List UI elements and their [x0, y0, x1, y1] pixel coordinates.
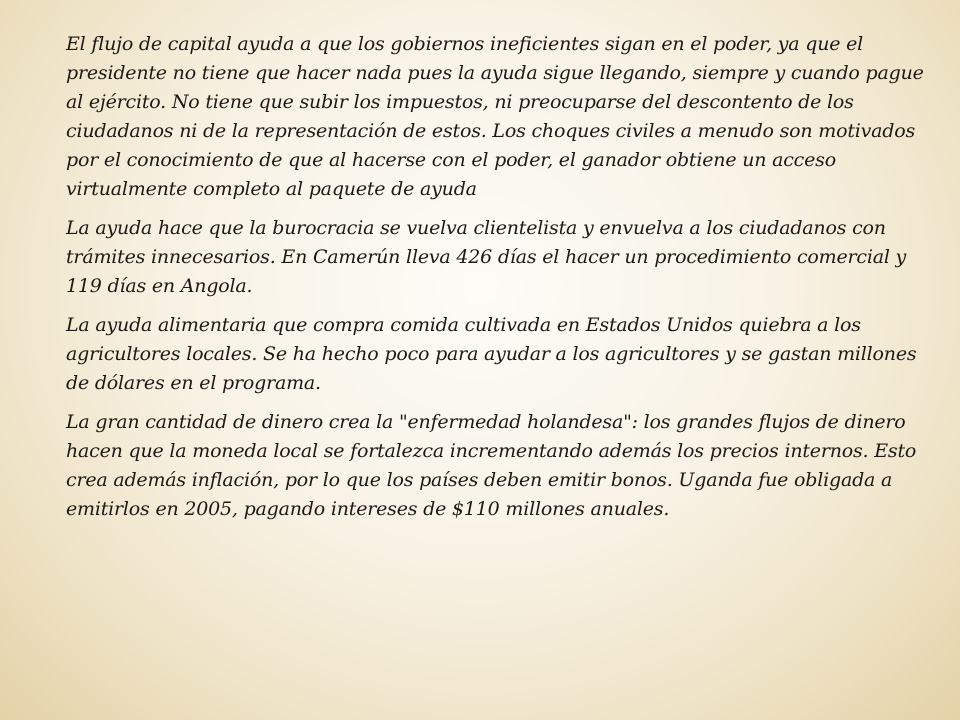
slide-text-block: [66, 30, 926, 534]
paragraph-food-aid: La ayuda alimentaria que compra comida cultivada en Estados Unidos quiebra a los agricultores locales. Se ha hecho poco para ayudar a los agricultores y se gastan millones de dólares en el programa.: [66, 314, 917, 394]
paragraph-dutch-disease: La gran cantidad de dinero crea la "enfermedad holandesa": los grandes flujos de dinero hacen que la moneda local se fortalezca incrementando además los precios internos. Esto crea además inflación, por lo que los países deben emitir bonos. Uganda fue obligada a emitirlos en 2005, pagando intereses de $110 millones anuales.: [66, 411, 917, 520]
paragraph-bureaucracy: La ayuda hace que la burocracia se vuelva clientelista y envuelva a los ciudadanos con trámites innecesarios. En Camerún lleva 426 días el hacer un procedimiento comercial y 119 días en Angola.: [66, 217, 907, 297]
paragraph-capital-flow: El flujo de capital ayuda a que los gobiernos ineficientes sigan en el poder, ya que el presidente no tiene que hacer nada pues la ayuda sigue llegando, siempre y cuando pague al ejército. No tiene que subir los impuestos, ni preocuparse del descontento de los ciudadanos ni de la representación de estos. Los choques civiles a menudo son motivados por el conocimiento de que al hacerse con el poder, el ganador obtiene un acceso virtualmente completo al paquete de ayuda: [66, 33, 924, 200]
